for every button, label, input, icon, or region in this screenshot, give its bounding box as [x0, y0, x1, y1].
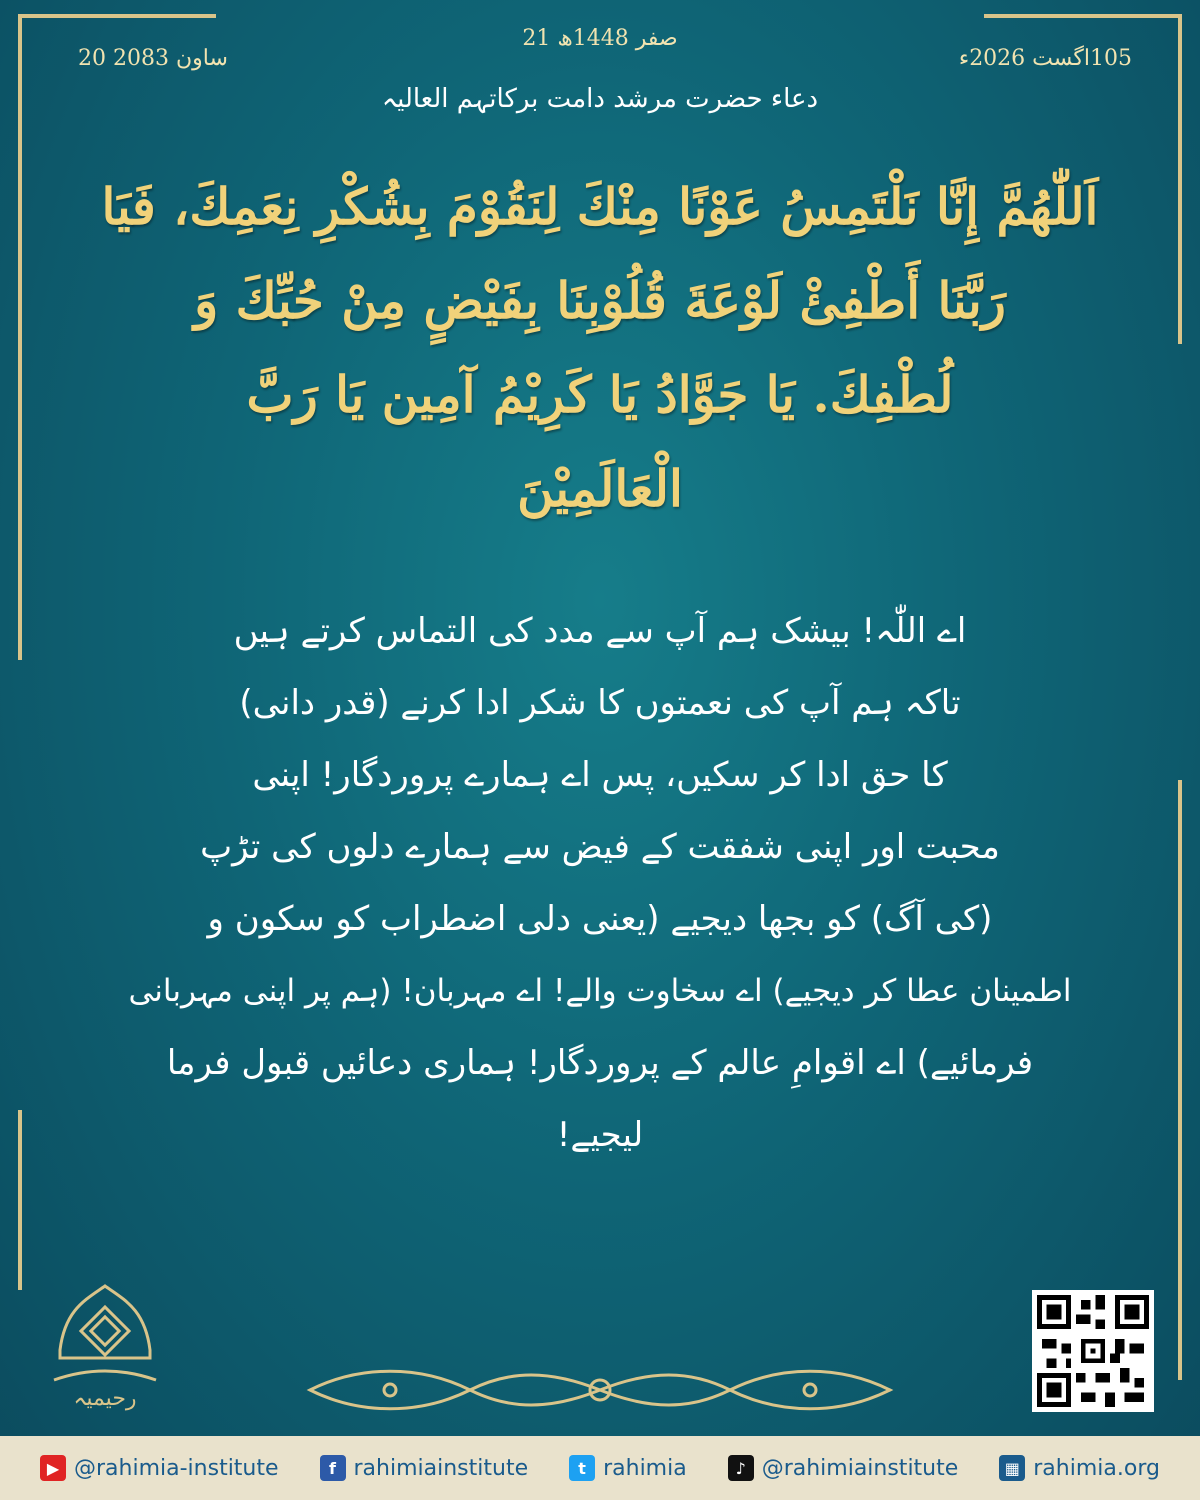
- arabic-line: رَبَّنَا أَطْفِئْ لَوْعَةَ قُلُوْبِنَا بِفَيْضٍ مِنْ حُبِّكَ وَ: [194, 271, 1006, 330]
- arabic-line: الْعَالَمِيْنَ: [517, 459, 683, 518]
- urdu-line: اے اللّٰہ! بیشک ہم آپ سے مدد کی التماس کرتے ہیں: [233, 611, 967, 651]
- twitter-icon: t: [569, 1455, 595, 1481]
- tiktok-link[interactable]: [728, 1455, 959, 1481]
- facebook-link[interactable]: [320, 1455, 529, 1481]
- urdu-line: (کی آگ) کو بجھا دیجیے (یعنی دلی اضطراب کو سکون و: [207, 899, 993, 939]
- tiktok-handle: @rahimiainstitute: [761, 1455, 959, 1481]
- frame-right-upper: [1178, 14, 1182, 344]
- urdu-line: اطمینان عطا کر دیجیے) اے سخاوت والے! اے مہربان! (ہم پر اپنی مہربانی: [128, 973, 1072, 1009]
- qr-code[interactable]: [1032, 1290, 1154, 1412]
- arabic-line: لُطْفِكَ. يَا جَوَّادُ يَا كَرِيْمُ آمِين يَا رَبَّ: [246, 365, 954, 424]
- hijri-date: 21 صفر 1448ھ: [522, 26, 678, 51]
- urdu-line: لیجیے!: [556, 1115, 644, 1155]
- youtube-icon: ▶: [40, 1455, 66, 1481]
- rahimia-emblem-icon: [40, 1280, 170, 1430]
- urdu-line: تاکہ ہم آپ کی نعمتوں کا شکر ادا کرنے (قدر دانی): [239, 683, 961, 723]
- decorative-ornament: [300, 1360, 900, 1420]
- bikrami-date: 20 ساون 2083: [78, 46, 228, 71]
- arabic-line: اَللّٰهُمَّ إِنَّا نَلْتَمِسُ عَوْنًا مِنْكَ لِنَقُوْمَ بِشُكْرِ نِعَمِكَ، فَيَا: [101, 177, 1099, 236]
- urdu-translation: [110, 595, 1090, 1171]
- footer-bar: [0, 1436, 1200, 1500]
- frame-top-right: [984, 14, 1182, 18]
- facebook-handle: rahimiainstitute: [353, 1455, 529, 1481]
- youtube-handle: @rahimia-institute: [74, 1455, 279, 1481]
- urdu-line: محبت اور اپنی شفقت کے فیض سے ہمارے دلوں کی تڑپ: [200, 827, 1000, 867]
- twitter-link[interactable]: [569, 1455, 687, 1481]
- website-link[interactable]: [999, 1455, 1160, 1481]
- twitter-handle: rahimia: [603, 1455, 687, 1481]
- arabic-dua: [90, 160, 1110, 536]
- website-url: rahimia.org: [1033, 1455, 1160, 1481]
- tiktok-icon: ♪: [728, 1455, 754, 1481]
- website-icon: ▦: [999, 1455, 1025, 1481]
- urdu-line: کا حق ادا کر سکیں، پس اے ہمارے پروردگار! اپنی: [252, 755, 948, 795]
- urdu-line: فرمائیے) اے اقوامِ عالم کے پروردگار! ہماری دعائیں قبول فرما: [166, 1043, 1034, 1083]
- facebook-icon: f: [320, 1455, 346, 1481]
- gregorian-date: 105اگست 2026ء: [958, 46, 1132, 71]
- frame-top-left: [18, 14, 216, 18]
- frame-right-lower: [1178, 780, 1182, 1380]
- frame-left-lower: [18, 1110, 22, 1290]
- page-subtitle: دعاء حضرت مرشد دامت برکاتہم العالیہ: [381, 84, 819, 114]
- logo-name: رحیمیہ: [73, 1386, 137, 1411]
- youtube-link[interactable]: [40, 1455, 279, 1481]
